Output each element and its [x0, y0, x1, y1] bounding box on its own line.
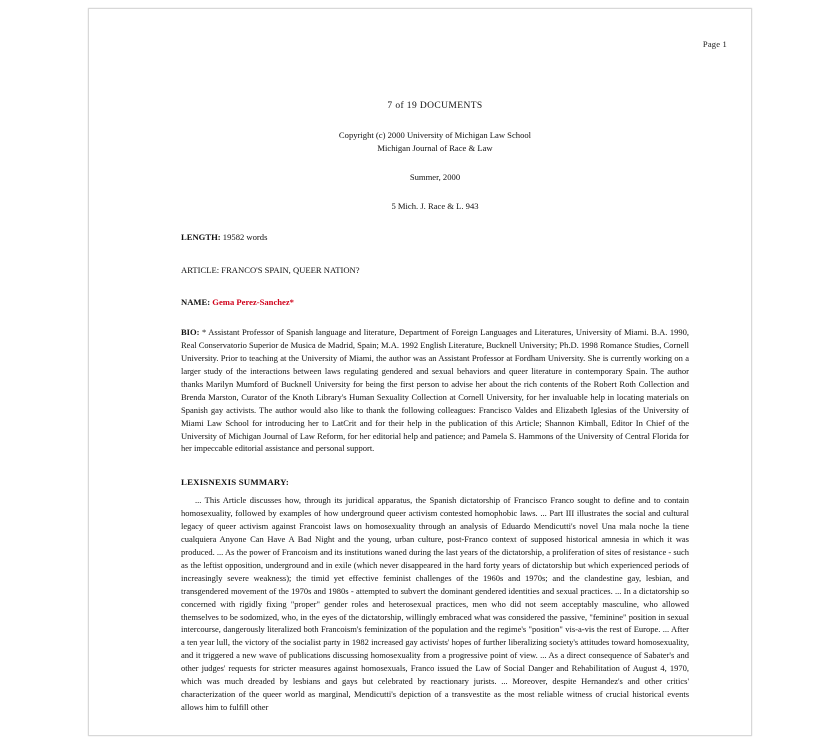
copyright-line: Copyright (c) 2000 University of Michigan Law School — [338, 130, 532, 140]
paper-sheet — [88, 8, 752, 736]
bio-text: * Assistant Professor of Spanish language and literature, Department of Foreign Languages and Literatures, University of Miami. B.A. 1990, Real Conservatorio Superior de Musica de Madrid, Spain; M.A. 1992 English Literature, Bucknell University; Ph.D. 1998 Romance Studies, Cornell University. Prior to teaching at the University of Miami, the author was an Assistant Professor at Fordham University. She is currently working on a larger study of the interactions between laws regulating gendered and sexual behaviors and queer literature in contemporary Spain. The author thanks Marilyn Mumford of Bucknell University for being the first person to advise her about the rich contents of the Robert Roth Collection and Brenda Marston, Curator of the Knoth Library's Human Sexuality Collection at Cornell University, for her invaluable help in locating materials on Spanish gay activists. The author would also like to thank the following colleagues: Francisco Valdes and Elizabeth Iglesias of the University of Miami Law School for introducing her to LatCrit and for their help in the publication of this Article; Shannon Kimball, Editor In Chief of the University of Michigan Journal of Law Reform, for her editorial help and patience; and Pamela S. Hammons of the University of Central Florida for her impeccable editorial assistance and personal support. — [181, 327, 689, 454]
bio-field — [181, 326, 689, 455]
author-name: Gema Perez-Sanchez* — [212, 297, 294, 308]
name-label: NAME: — [181, 297, 211, 308]
length-field — [181, 231, 689, 244]
length-value: 19582 words — [222, 231, 268, 242]
issue-date: Summer, 2000 — [409, 171, 461, 182]
article-title-line: ARTICLE: FRANCO'S SPAIN, QUEER NATION? — [181, 264, 360, 275]
summary-heading: LEXISNEXIS SUMMARY: — [181, 477, 290, 488]
length-label: LENGTH: — [181, 231, 221, 242]
journal-name: Michigan Journal of Race & Law — [377, 143, 493, 154]
summary-text: ... This Article discusses how, through its juridical apparatus, the Spanish dictatorship of Francisco Franco sought to define and to contain homosexuality, followed by examples of how underground queer activism contested homophobic laws. ... Part III illustrates the social and cultural legacy of queer activism against Francoist laws on homosexuality through an analysis of Eduardo Mendicutti's novel Una mala noche la tiene cualquiera Anyone Can Have A Bad Night and the young, urban culture, post-Franco context of supposed historical amnesia in which it was produced. ... As the power of Francoism and its institutions waned during the last years of the dictatorship, a proliferation of sites of resistance - such as the leftist opposition, underground and in exile (which never disappeared in the hard forty years of dictatorship but which experienced periods of increasingly severe weakness); the timid yet effective feminist challenges of the 1960s and 1970s; and the clandestine gay, lesbian, and transgendered movement of the 1970s and 1980s - attempted to subvert the dominant gendered identities and sexual practices. ... In a dictatorship so concerned with rigidly fixing "proper" gender roles and heterosexual practices, men who did not seem acceptably masculine, who allowed themselves to be sodomized, who, in the eyes of the dictatorship, willingly embraced what was considered the passive, "feminine" position in sexual intercourse, dangerously literalized both Francoism's feminization of the population and the regime's "position" vis-a-vis the rest of Europe. ... After a ten year lull, the victory of the socialist party in 1982 increased gay activists' hopes of further liberalizing society's attitudes toward homosexuality, and it triggered a new wave of publications discussing homosexuality from a progressive point of view. ... As a direct consequence of Sabater's and other judges' requests for stricter measures against homosexuals, Franco issued the Law of Social Danger and Rehabilitation of August 4, 1970, which was much dreaded by lesbians and gays but celebrated by reactionary jurists. ... Moreover, despite Hernandez's and other critics' characterization of the queer world as marginal, Mendicutti's depiction of a transvestite as the most reliable witness of crucial historical events allows him to fulfill other — [181, 495, 689, 712]
document-count-line: 7 of 19 DOCUMENTS — [387, 101, 483, 111]
page-number: Page 1 — [702, 39, 727, 49]
citation-line: 5 Mich. J. Race & L. 943 — [391, 200, 479, 211]
bio-label: BIO: — [181, 327, 200, 338]
document-content — [181, 101, 689, 714]
author-field — [181, 296, 689, 309]
